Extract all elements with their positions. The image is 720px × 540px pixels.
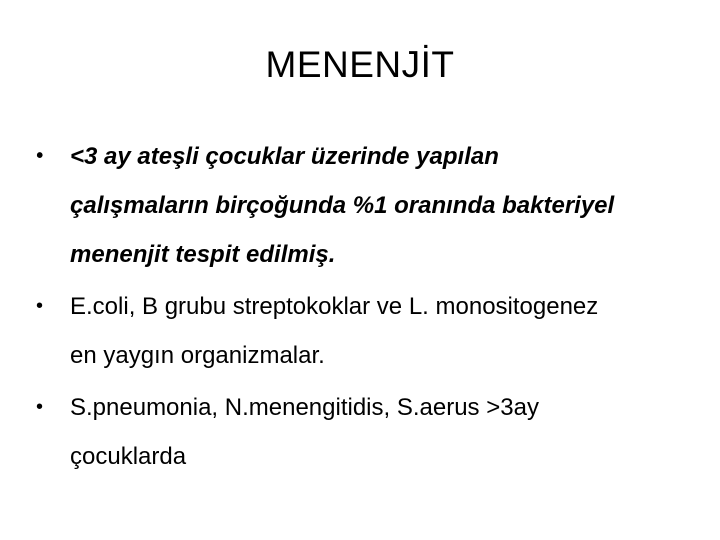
bullet-item-2 [36, 282, 686, 380]
bullet-icon: • [36, 396, 44, 418]
bullet-icon: • [36, 295, 44, 317]
bullet-1-line-3: menenjit tespit edilmiş. [70, 241, 336, 268]
bullet-3-line-1: S.pneumonia, N.menengitidis, S.aerus >3ay [70, 394, 539, 421]
slide-title: MENENJİT [265, 44, 455, 85]
bullet-1-line-1: <3 ay ateşli çocuklar üzerinde yapılan [70, 143, 499, 170]
bullet-2-line-1: E.coli, B grubu streptokoklar ve L. monositogenez [70, 293, 599, 320]
bullet-1-line-2: çalışmaların birçoğunda %1 oranında bakteriyel [70, 192, 615, 219]
bullet-icon: • [36, 145, 44, 167]
bullet-3-line-2: çocuklarda [70, 443, 187, 470]
bullet-item-1 [36, 132, 686, 279]
bullet-item-3 [36, 383, 686, 481]
bullet-2-line-2: en yaygın organizmalar. [70, 342, 325, 369]
bullet-list [36, 132, 686, 481]
